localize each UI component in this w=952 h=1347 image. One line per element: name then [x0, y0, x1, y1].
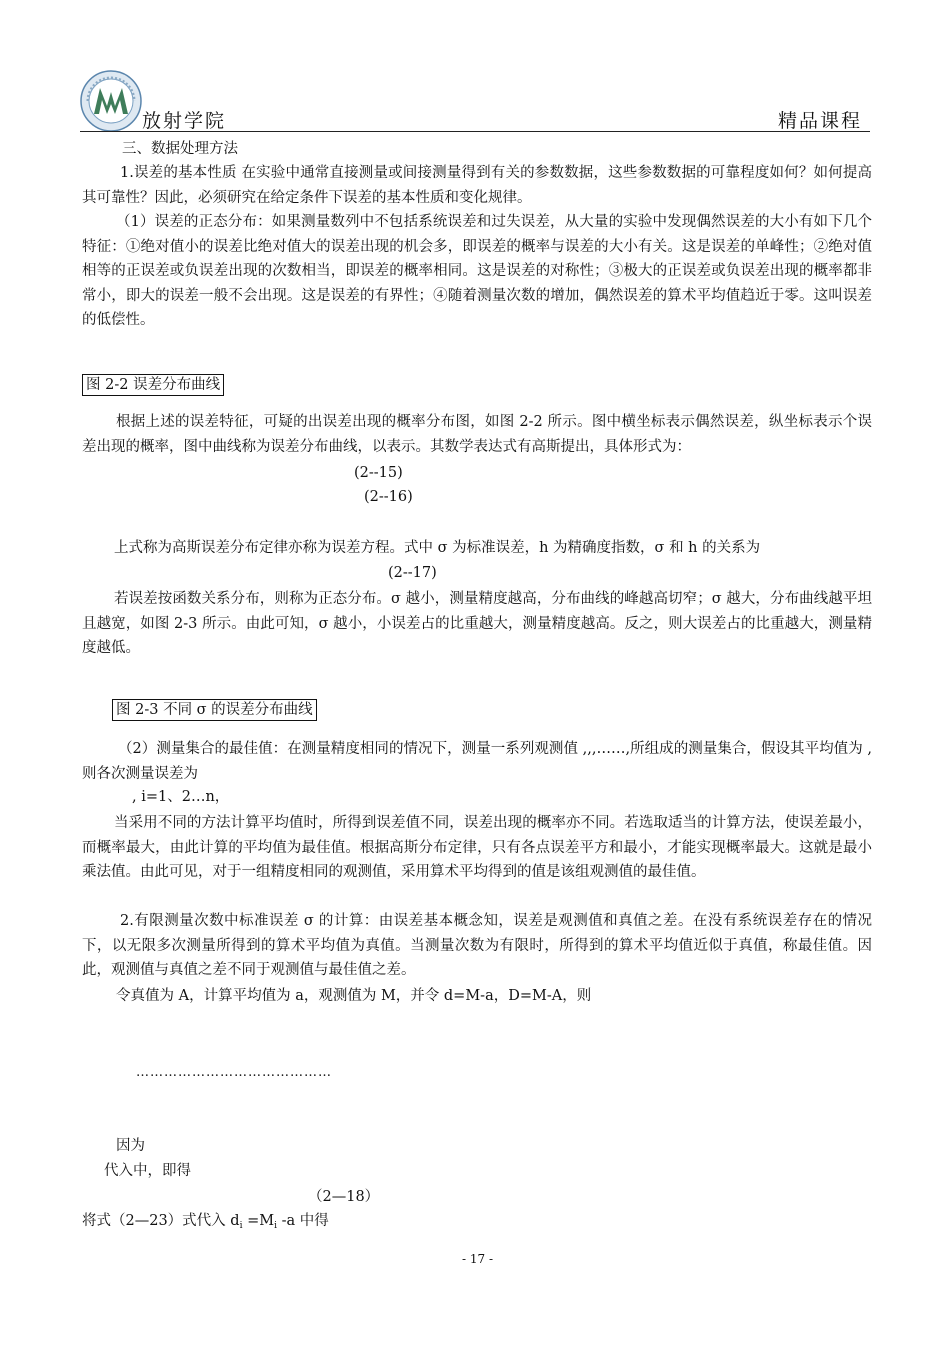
- equation-2-17-label: (2--17): [388, 565, 437, 581]
- page-number: - 17 -: [462, 1252, 494, 1266]
- header-divider: [80, 131, 870, 132]
- text-substitute: 代入中，即得: [104, 1163, 191, 1179]
- equation-2-15-label: (2--15): [354, 465, 403, 481]
- subscript-i-first: i: [239, 1221, 243, 1231]
- figure-2-2-caption: 图 2-2 误差分布曲线: [82, 374, 224, 396]
- header-right-title: 精品课程: [778, 110, 863, 132]
- paragraph-sigma-effect: 若误差按函数关系分布，则称为正态分布。σ 越小，测量精度越高，分布曲线的峰越高切窄；σ 越大，分布曲线越平坦且越宽，如图 2-3 所示。由此可知，σ 越小，小误差占的比重越大，测量精度越高。反之，则大误差占的比重越大，测量精度越低。: [82, 591, 872, 656]
- text-because: 因为: [116, 1138, 145, 1154]
- paragraph-gauss-law: 上式称为高斯误差分布定律亦称为误差方程。式中 σ 为标准误差，h 为精确度指数，σ 和 h 的关系为: [114, 540, 761, 556]
- paragraph-distribution-curve: 根据上述的误差特征，可疑的出误差出现的概率分布图，如图 2-2 所示。图中横坐标表示偶然误差，纵坐标表示个误差出现的概率，图中曲线称为误差分布曲线，以表示。其数学表达式有高斯提出，具体形式为：: [82, 414, 872, 455]
- text-substitute-equation: [82, 1211, 329, 1236]
- paragraph-best-value: （2）测量集合的最佳值：在测量精度相同的情况下，测量一系列观测值 ,,,……,所组成的测量集合，假设其平均值为 ,则各次测量误差为: [82, 741, 872, 782]
- subscript-i-second: i: [274, 1221, 277, 1231]
- university-seal-logo-icon: [80, 70, 142, 132]
- measurement-error-formula-line: , i=1、2…n，: [132, 789, 230, 805]
- section-heading: 三、数据处理方法: [122, 141, 238, 157]
- paragraph-least-squares: 当采用不同的方法计算平均值时，所得到误差值不同，误差出现的概率亦不同。若选取适当的计算方法，使误差最小，而概率最大，由此计算的平均值为最佳值。根据高斯分布定律，只有各点误差平方和最小，才能实现概率最大。这就是最小乘法值。由此可见，对于一组精度相同的观测值，采用算术平均得到的值是该组观测值的最佳值。: [82, 815, 872, 880]
- header-left-title: 放射学院: [142, 110, 227, 132]
- figure-2-3-caption: 图 2-3 不同 σ 的误差分布曲线: [112, 699, 317, 721]
- paragraph-standard-error: 2.有限测量次数中标准误差 σ 的计算：由误差基本概念知，误差是观测值和真值之差。在没有系统误差存在的情况下，以无限多次测量所得到的算术平均值为真值。当测量次数为有限时，所得到的算术平均值近似于真值，称最佳值。因此，观测值与真值之差不同于观测值与最佳值之差。: [82, 913, 872, 978]
- paragraph-definitions: 令真值为 A，计算平均值为 a，观测值为 M，并令 d=M-a，D=M-A，则: [116, 988, 592, 1004]
- paragraph-normal-distribution: （1）误差的正态分布：如果测量数列中不包括系统误差和过失误差，从大量的实验中发现偶然误差的大小有如下几个特征：①绝对值小的误差比绝对值大的误差出现的机会多，即误差的概率与误差的大小有关。这是误差的单峰性；②绝对值相等的正误差或负误差出现的次数相当，即误差的概率相同。这是误差的对称性；③极大的正误差或负误差出现的概率都非常小，即大的误差一般不会出现。这是误差的有界性；④随着测量次数的增加，偶然误差的算术平均值趋近于零。这叫误差的低偿性。: [82, 214, 872, 328]
- substitute-text-suffix: -a 中得: [276, 1213, 329, 1229]
- substitute-text-prefix: 将式（2—23）式代入 d: [82, 1213, 240, 1229]
- equation-2-16-label: (2--16): [364, 489, 413, 505]
- paragraph-error-properties: 1.误差的基本性质 在实验中通常直接测量或间接测量得到有关的参数数据，这些参数数据的可靠程度如何？如何提高其可靠性？因此，必须研究在给定条件下误差的基本性质和变化规律。: [82, 165, 872, 206]
- dotted-leader-line: ……………………………………: [136, 1065, 332, 1080]
- equation-2-18-label: （2—18）: [308, 1189, 380, 1205]
- substitute-text-mid: =M: [242, 1213, 275, 1229]
